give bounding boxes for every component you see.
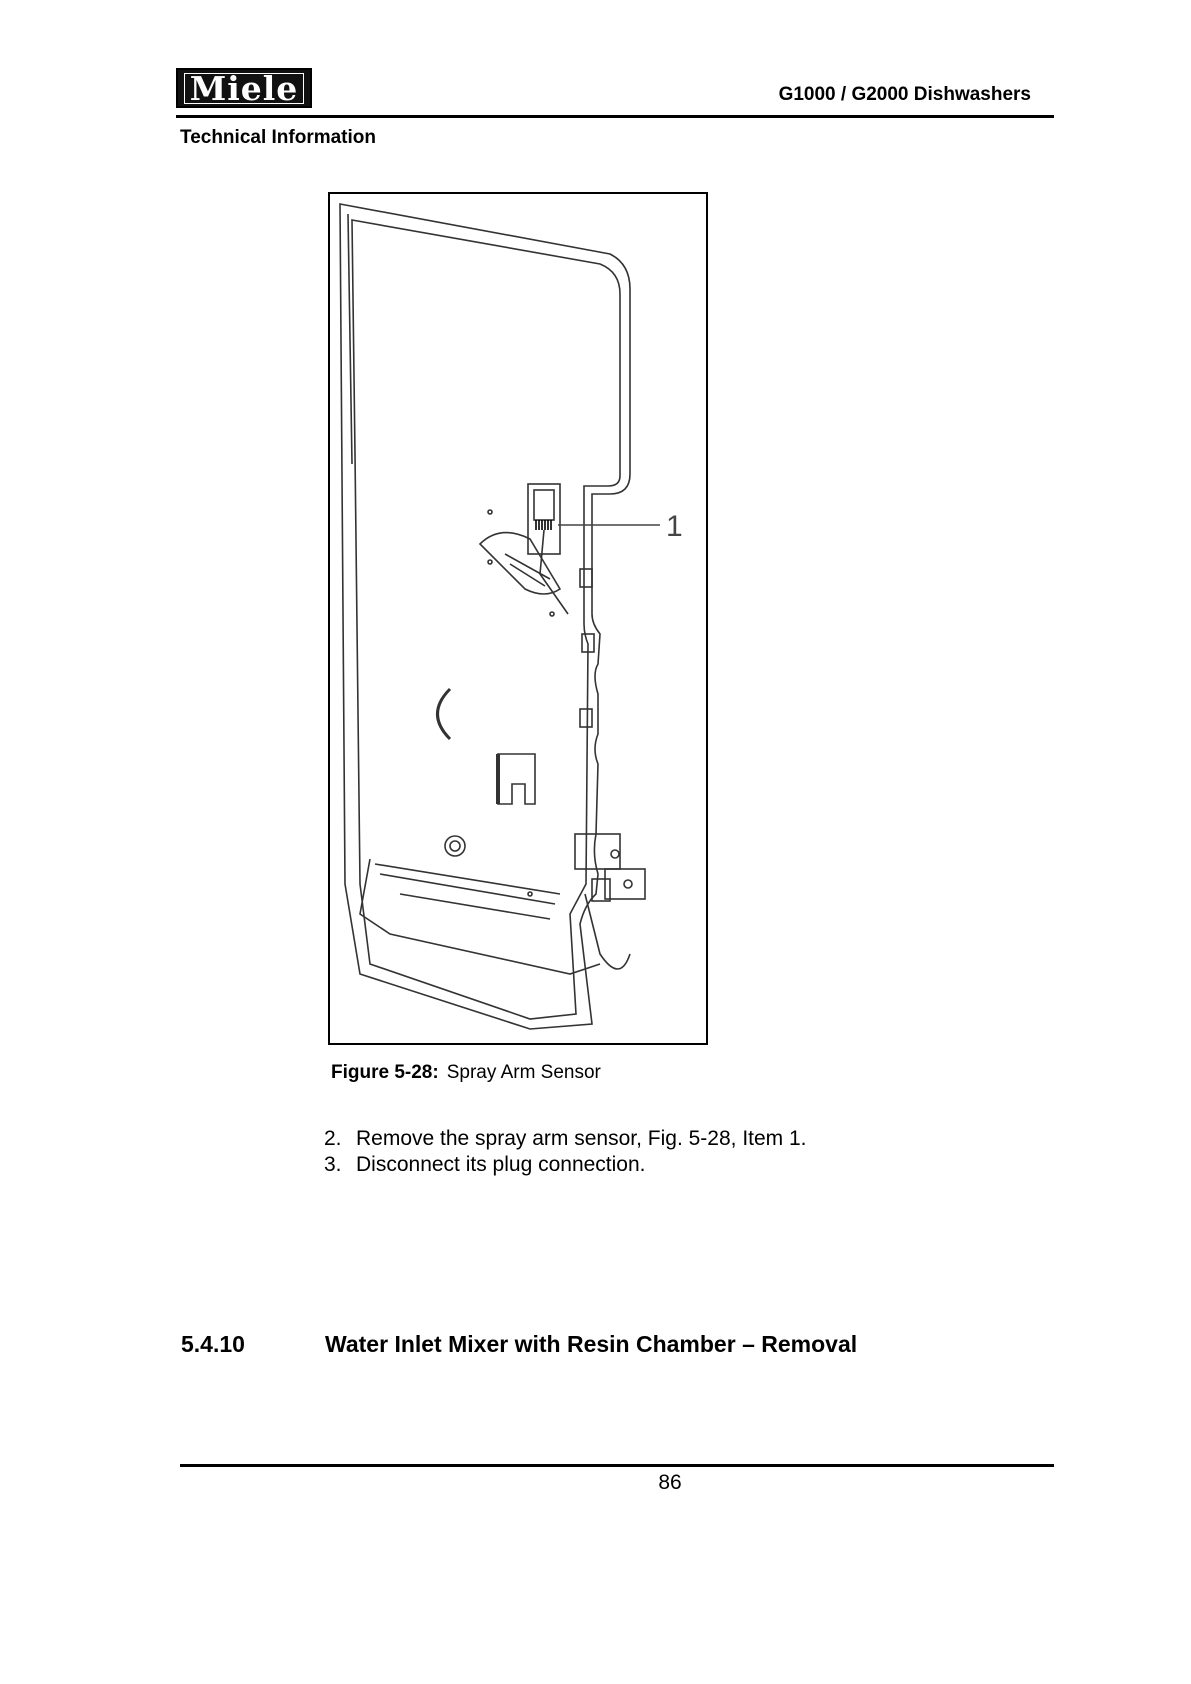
bottom-rails bbox=[375, 864, 560, 919]
screw-dot bbox=[488, 560, 492, 564]
side-clip bbox=[580, 709, 592, 727]
miele-logo bbox=[176, 68, 312, 108]
lower-cutout bbox=[498, 754, 535, 804]
subsection-heading bbox=[181, 1331, 857, 1358]
side-clip bbox=[580, 569, 592, 587]
document-title: G1000 / G2000 Dishwashers bbox=[778, 84, 1031, 105]
sensor-window bbox=[534, 490, 554, 520]
footer-rule bbox=[180, 1464, 1054, 1467]
logo-text: Miele bbox=[180, 69, 309, 108]
grommet-inner bbox=[450, 841, 460, 851]
list-item bbox=[324, 1126, 807, 1152]
screw-dot bbox=[550, 612, 554, 616]
panel-outline bbox=[340, 204, 630, 1029]
caption-text: Spray Arm Sensor bbox=[446, 1062, 601, 1083]
clip-detail bbox=[505, 554, 550, 586]
panel-edge-line bbox=[348, 214, 352, 464]
figure-caption bbox=[331, 1062, 601, 1084]
panel-inner-outline bbox=[352, 220, 620, 1019]
figure-spray-arm-sensor bbox=[328, 192, 708, 1045]
grommet bbox=[445, 836, 465, 856]
sensor-cable bbox=[540, 530, 568, 614]
subsection-number: 5.4.10 bbox=[181, 1331, 245, 1357]
header-rule bbox=[176, 115, 1054, 118]
section-heading: Technical Information bbox=[180, 127, 377, 148]
callout-label: 1 bbox=[666, 510, 683, 543]
step-text: Remove the spray arm sensor, Fig. 5-28, Item 1. bbox=[356, 1127, 807, 1150]
spray-arm-sensor bbox=[536, 520, 551, 530]
procedure-steps bbox=[324, 1126, 807, 1178]
step-text: Disconnect its plug connection. bbox=[356, 1153, 646, 1176]
caption-label: Figure 5-28: bbox=[331, 1062, 439, 1083]
page-number: 86 bbox=[658, 1471, 682, 1494]
c-cutout bbox=[438, 689, 451, 739]
screw-dot bbox=[488, 510, 492, 514]
list-item bbox=[324, 1152, 807, 1178]
step-number: 2. bbox=[324, 1127, 342, 1150]
subsection-title: Water Inlet Mixer with Resin Chamber – Removal bbox=[325, 1331, 858, 1357]
door-panel-drawing bbox=[330, 194, 706, 1043]
step-number: 3. bbox=[324, 1153, 342, 1176]
screw-dot bbox=[528, 892, 532, 896]
